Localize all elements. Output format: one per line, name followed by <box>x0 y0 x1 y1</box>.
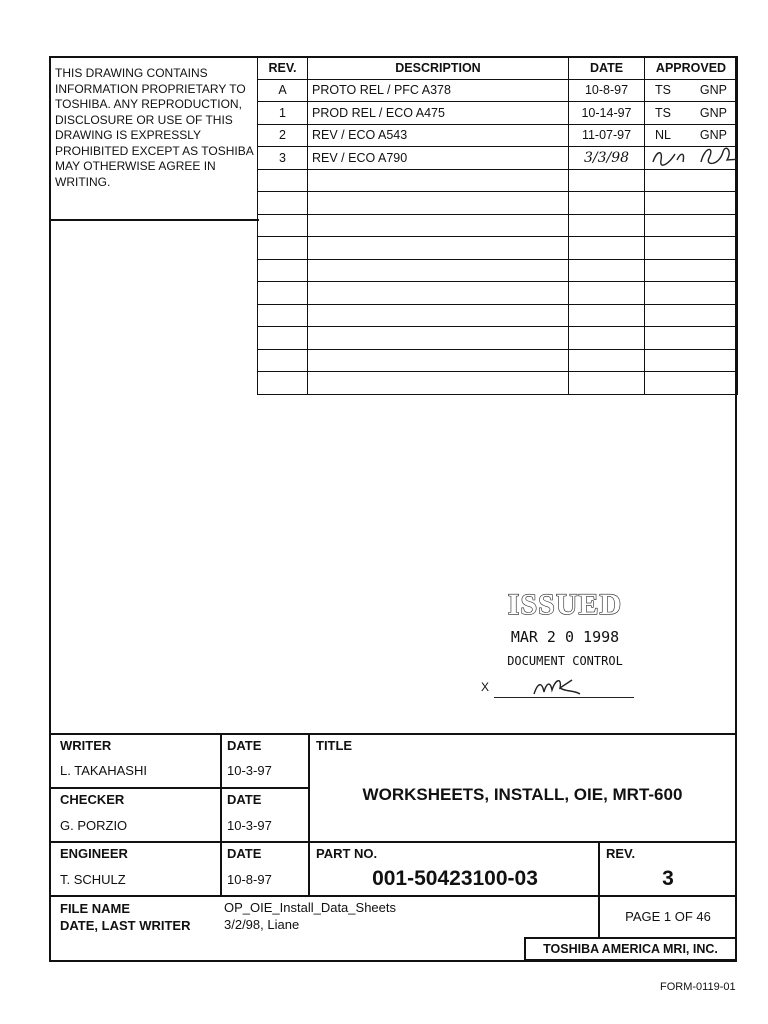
empty-cell <box>308 214 569 237</box>
empty-cell <box>258 327 308 350</box>
empty-cell <box>258 282 308 305</box>
empty-cell <box>569 237 645 260</box>
date-cell-handwritten: 3/3/98 <box>569 147 645 170</box>
description-cell: REV / ECO A790 <box>308 147 569 170</box>
name-date-divider <box>220 733 222 895</box>
form-number: FORM-0119-01 <box>660 981 736 993</box>
table-row-empty <box>258 282 738 305</box>
writer-label: WRITER <box>60 738 112 753</box>
engineer-date: 10-8-97 <box>227 872 272 887</box>
table-row <box>258 124 738 147</box>
table-row-empty <box>258 304 738 327</box>
empty-cell <box>308 372 569 395</box>
checker-name: G. PORZIO <box>60 818 128 833</box>
table-row-empty <box>258 169 738 192</box>
empty-cell <box>569 327 645 350</box>
approved-cell-signature <box>645 147 738 170</box>
approver-2: GNP <box>699 83 727 98</box>
table-row <box>258 79 738 102</box>
empty-cell <box>569 169 645 192</box>
table-row <box>258 102 738 125</box>
table-row <box>258 147 738 170</box>
empty-cell <box>258 372 308 395</box>
empty-cell <box>569 214 645 237</box>
empty-cell <box>645 372 738 395</box>
empty-cell <box>569 192 645 215</box>
rev-label: REV. <box>606 846 636 861</box>
empty-cell <box>258 192 308 215</box>
approver-1: TS <box>655 83 671 98</box>
date-header: DATE <box>569 57 645 80</box>
empty-cell <box>308 282 569 305</box>
file-name: OP_OIE_Install_Data_Sheets <box>224 900 396 915</box>
empty-cell <box>569 282 645 305</box>
stamp-issued-text: ISSUED <box>507 588 623 621</box>
empty-cell <box>308 304 569 327</box>
stamp-date: MAR 2 0 1998 <box>510 628 620 646</box>
empty-cell <box>569 304 645 327</box>
rev-header: REV. <box>258 57 308 80</box>
approval-signature-icon <box>649 148 738 168</box>
notice-divider <box>49 219 259 221</box>
description-header: DESCRIPTION <box>308 57 569 80</box>
approver-1: TS <box>655 105 671 120</box>
empty-cell <box>308 237 569 260</box>
revision-number: 3 <box>662 867 674 890</box>
writer-date: 10-3-97 <box>227 763 272 778</box>
revision-header-row <box>258 57 738 80</box>
writer-date-label: DATE <box>227 738 262 753</box>
last-writer: 3/2/98, Liane <box>224 917 300 932</box>
stamp-document-control: DOCUMENT CONTROL <box>507 654 623 668</box>
table-row-empty <box>258 372 738 395</box>
empty-cell <box>569 372 645 395</box>
empty-cell <box>258 169 308 192</box>
part-no-label: PART NO. <box>316 846 378 861</box>
empty-cell <box>258 304 308 327</box>
date-cell: 10-14-97 <box>569 102 645 125</box>
approver-2: GNP <box>699 128 727 143</box>
empty-cell <box>258 214 308 237</box>
checker-date: 10-3-97 <box>227 818 272 833</box>
description-cell: PROD REL / ECO A475 <box>308 102 569 125</box>
rev-cell: A <box>258 79 308 102</box>
description-cell: PROTO REL / PFC A378 <box>308 79 569 102</box>
rev-cell: 2 <box>258 124 308 147</box>
checker-label: CHECKER <box>60 792 125 807</box>
description-cell: REV / ECO A543 <box>308 124 569 147</box>
checker-date-label: DATE <box>227 792 262 807</box>
rev-cell: 1 <box>258 102 308 125</box>
company-name: TOSHIBA AMERICA MRI, INC. <box>524 937 737 961</box>
empty-cell <box>645 259 738 282</box>
page-count: PAGE 1 OF 46 <box>625 909 711 924</box>
empty-cell <box>645 349 738 372</box>
table-row-empty <box>258 237 738 260</box>
document-title: WORKSHEETS, INSTALL, OIE, MRT-600 <box>362 785 683 804</box>
approver-1: NL <box>655 128 671 143</box>
approver-2: GNP <box>699 105 727 120</box>
date-cell: 10-8-97 <box>569 79 645 102</box>
table-row-empty <box>258 214 738 237</box>
empty-cell <box>308 169 569 192</box>
empty-cell <box>258 349 308 372</box>
table-row-empty <box>258 327 738 350</box>
empty-cell <box>308 349 569 372</box>
part-number: 001-50423100-03 <box>372 867 538 890</box>
date-cell: 11-07-97 <box>569 124 645 147</box>
approved-cell <box>645 124 738 147</box>
table-row-empty <box>258 192 738 215</box>
empty-cell <box>569 349 645 372</box>
empty-cell <box>645 237 738 260</box>
engineer-file-line <box>49 895 737 897</box>
empty-cell <box>645 282 738 305</box>
empty-cell <box>645 214 738 237</box>
engineer-label: ENGINEER <box>60 846 128 861</box>
approved-header: APPROVED <box>645 57 738 80</box>
revision-table <box>257 56 738 395</box>
empty-cell <box>645 304 738 327</box>
writer-name: L. TAKAHASHI <box>60 763 147 778</box>
title-label: TITLE <box>316 738 353 753</box>
empty-cell <box>645 169 738 192</box>
last-writer-label: DATE, LAST WRITER <box>60 918 191 933</box>
proprietary-notice: THIS DRAWING CONTAINS INFORMATION PROPRIETARY TO TOSHIBA. ANY REPRODUCTION, DISCLOSURE OR USE OF THIS DRAWING IS EXPRESSLY PROHIBITED EXCEPT AS TOSHIBA MAY OTHERWISE AGREE IN WRITING. <box>55 66 254 189</box>
empty-cell <box>308 327 569 350</box>
empty-cell <box>308 259 569 282</box>
empty-cell <box>308 192 569 215</box>
checker-engineer-line <box>49 841 737 843</box>
stamp-initials-icon <box>532 676 592 698</box>
table-row-empty <box>258 349 738 372</box>
engineer-name: T. SCHULZ <box>60 872 126 887</box>
title-block-top-line <box>49 733 737 735</box>
empty-cell <box>645 327 738 350</box>
writer-checker-line <box>49 787 309 789</box>
engineer-date-label: DATE <box>227 846 262 861</box>
stamp-x-mark: X <box>481 680 490 694</box>
file-name-label: FILE NAME <box>60 901 131 916</box>
empty-cell <box>569 259 645 282</box>
empty-cell <box>258 259 308 282</box>
rev-cell: 3 <box>258 147 308 170</box>
approved-cell <box>645 79 738 102</box>
issued-stamp <box>480 588 650 668</box>
empty-cell <box>258 237 308 260</box>
approved-cell <box>645 102 738 125</box>
empty-cell <box>645 192 738 215</box>
table-row-empty <box>258 259 738 282</box>
